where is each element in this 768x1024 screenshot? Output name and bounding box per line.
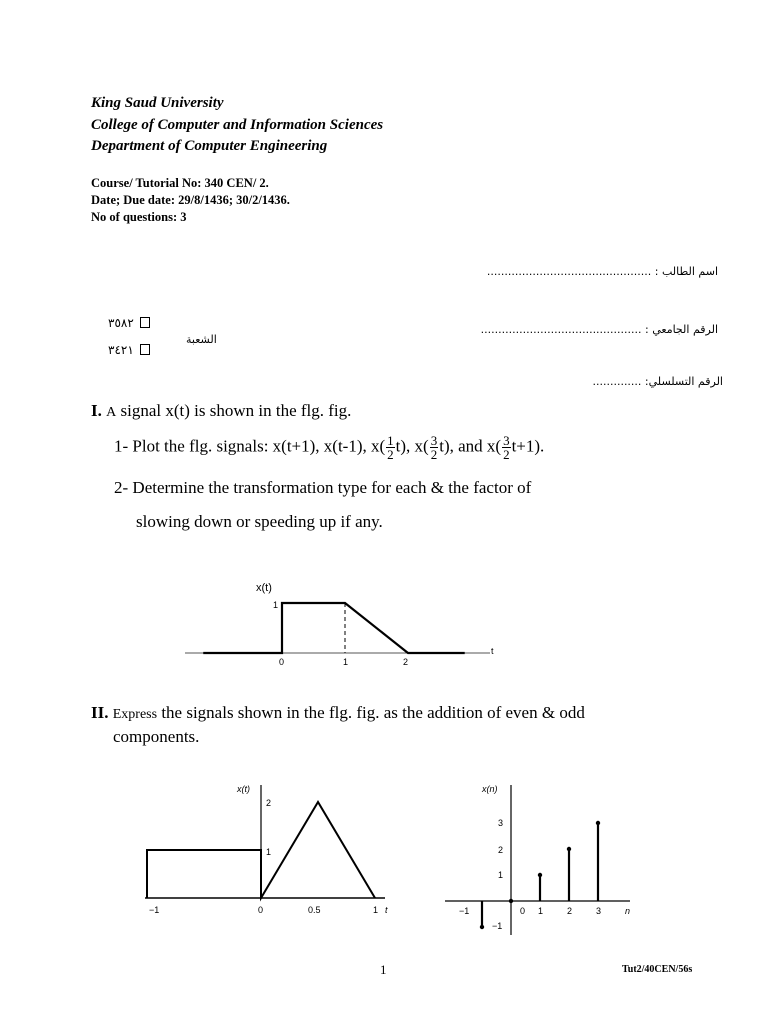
- section-option-1[interactable]: ٣٥٨٢: [108, 316, 150, 330]
- checkbox[interactable]: [140, 344, 150, 355]
- x-axis-label: t: [385, 905, 388, 915]
- x-axis-label: t: [491, 646, 494, 656]
- student-id-dots: ..............................................: [480, 323, 642, 336]
- stem-dot-n-1: [480, 925, 484, 929]
- stem-dot-n2: [567, 847, 571, 851]
- serial-number-label: الرقم التسلسلي:: [644, 375, 723, 388]
- dates: Date; Due date: 29/8/1436; 30/2/1436.: [91, 193, 290, 207]
- x-tick-neg1: −1: [149, 905, 160, 915]
- figure-3-discrete-plot: [440, 780, 650, 940]
- x-tick-0: 0: [279, 657, 285, 667]
- document-code: Tut2/40CEN/56s: [622, 964, 693, 975]
- question-1-item-2-cont: slowing down or speeding up if any.: [136, 512, 383, 531]
- section-option-2[interactable]: ٣٤٢١: [108, 343, 150, 357]
- x-tick-0: 0: [258, 905, 264, 915]
- x-tick-1: 1: [373, 905, 379, 915]
- question-2-text-cont: components.: [113, 727, 200, 746]
- page-number: 1: [380, 962, 387, 977]
- x-tick-2: 2: [403, 657, 409, 667]
- x-tick-0-5: 0.5: [308, 905, 321, 915]
- checkbox[interactable]: [140, 317, 150, 328]
- question-1-intro: I. A signal x(t) is shown in the flg. fig.: [91, 401, 352, 420]
- stem-dot-n0: [509, 899, 513, 903]
- y-axis-label: x(n): [482, 784, 498, 794]
- x-tick-1: 1: [538, 906, 544, 916]
- fraction-three-halves: $\frac{3}{2}$: [430, 433, 438, 462]
- question-2-number: II.: [91, 703, 109, 722]
- x-axis-label: n: [625, 906, 631, 916]
- university-name: King Saud University: [91, 95, 224, 111]
- x-tick-1: 1: [343, 657, 349, 667]
- stem-dot-n1: [538, 873, 542, 877]
- signal-x-t: [203, 603, 464, 653]
- serial-number-dots: ..............: [592, 375, 642, 388]
- y-tick-1: 1: [266, 847, 272, 857]
- course-number: Course/ Tutorial No: 340 CEN/ 2.: [91, 176, 269, 190]
- x-tick-neg1: −1: [459, 906, 470, 916]
- y-tick-3: 3: [498, 818, 504, 828]
- y-tick-2: 2: [266, 798, 272, 808]
- fraction-half: $\frac{1}{2}$: [387, 433, 394, 462]
- question-count: No of questions: 3: [91, 210, 187, 224]
- student-name-dots: ...............................................: [486, 265, 652, 278]
- student-id-field[interactable]: [481, 323, 718, 336]
- section-label: الشعبة: [186, 333, 217, 346]
- figure-1-signal-plot: [180, 570, 510, 670]
- question-1-number: I.: [91, 401, 102, 420]
- student-id-label: الرقم الجامعي :: [645, 323, 718, 336]
- student-name-label: اسم الطالب :: [654, 265, 718, 278]
- department-name: Department of Computer Engineering: [91, 138, 328, 154]
- question-1-item-1: 1- Plot the flg. signals: x(t+1), x(t-1), x( $\frac{1}{2}$ t), x( $\frac{3}{2}$ t), and x( $\frac{3}{2}$ t+1).: [114, 433, 545, 462]
- y-axis-label: x(t): [256, 582, 272, 594]
- question-2-text: II. Express the signals shown in the flg. fig. as the addition of even & odd: [91, 703, 585, 722]
- stem-dot-n3: [596, 821, 600, 825]
- fraction-three-halves: $\frac{3}{2}$: [503, 433, 510, 462]
- y-tick-neg1: −1: [492, 921, 503, 931]
- question-1-item-2: 2- Determine the transformation type for each & the factor of: [114, 478, 532, 497]
- serial-number-field[interactable]: [592, 375, 723, 388]
- x-tick-0: 0: [520, 906, 526, 916]
- y-axis-label: x(t): [237, 784, 250, 794]
- college-name: College of Computer and Information Sciences: [91, 117, 384, 133]
- y-tick-2: 2: [498, 845, 504, 855]
- x-tick-2: 2: [567, 906, 573, 916]
- figure-2-continuous-plot: [140, 780, 395, 925]
- y-tick-1: 1: [273, 600, 279, 610]
- y-tick-1: 1: [498, 870, 504, 880]
- student-name-field[interactable]: [487, 265, 718, 278]
- x-tick-3: 3: [596, 906, 602, 916]
